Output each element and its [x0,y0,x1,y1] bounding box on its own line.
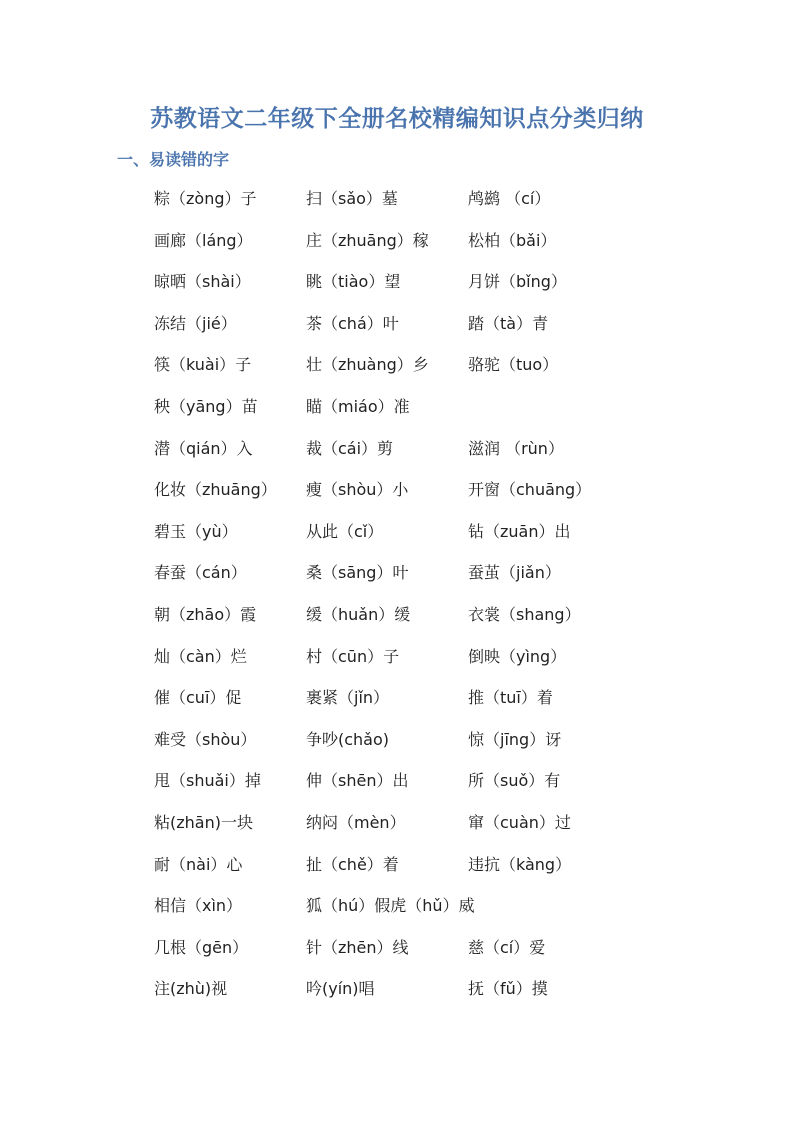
word-entry: 碧玉（yù） [154,521,238,541]
table-row [0,885,794,927]
table-row [0,719,794,761]
table-row [0,844,794,886]
table-row [0,968,794,1010]
word-entry: 蚕茧（jiǎn） [468,563,561,583]
word-entry: 月饼（bǐng） [468,272,567,292]
word-entry: 惊（jīng）讶 [468,729,562,749]
word-entry: 甩（shuǎi）掉 [154,771,261,791]
word-entry: 骆驼（tuo） [468,355,559,375]
word-entry: 化妆（zhuāng） [154,480,277,500]
word-entry: 倒映（yìng） [468,646,567,666]
table-row [0,760,794,802]
character-table [0,178,794,1010]
document-title: 苏教语文二年级下全册名校精编知识点分类归纳 [150,106,644,132]
word-entry: 钻（zuān）出 [468,521,571,541]
word-entry: 耐（nài）心 [154,854,243,874]
word-entry: 眺（tiào）望 [306,272,401,292]
word-entry: 庄（zhuāng）稼 [306,230,429,250]
word-entry: 茶（chá）叶 [306,313,399,333]
word-entry: 筷（kuài）子 [154,355,252,375]
word-entry: 注(zhù)视 [154,979,228,999]
word-entry: 衣裳（shang） [468,604,581,624]
word-entry: 伸（shēn）出 [306,771,409,791]
word-entry: 狐（hú）假虎（hǔ）威 [306,896,475,916]
word-entry: 违抗（kàng） [468,854,572,874]
word-entry: 粘(zhān)一块 [154,812,253,832]
table-row [0,178,794,220]
table-row [0,677,794,719]
word-entry: 扯（chě）着 [306,854,399,874]
word-entry: 几根（gēn） [154,937,249,957]
word-entry: 瘦（shòu）小 [306,480,409,500]
word-entry: 慈（cí）爱 [468,937,546,957]
word-entry: 冻结（jié） [154,313,237,333]
table-row [0,303,794,345]
word-entry: 针（zhēn）线 [306,937,409,957]
table-row [0,220,794,262]
word-entry: 画廊（láng） [154,230,253,250]
word-entry: 难受（shòu） [154,729,257,749]
table-row [0,386,794,428]
word-entry: 所（suǒ）有 [468,771,561,791]
table-row [0,802,794,844]
word-entry: 潜（qián）入 [154,438,253,458]
word-entry: 滋润 （rùn） [468,438,564,458]
word-entry: 推（tuī）着 [468,688,553,708]
word-entry: 松柏（bǎi） [468,230,557,250]
section-heading: 一、易读错的字 [117,150,230,169]
word-entry: 踏（tà）青 [468,313,549,333]
word-entry: 纳闷（mèn） [306,812,406,832]
word-entry: 桑（sāng）叶 [306,563,409,583]
table-row [0,927,794,969]
word-entry: 朝（zhāo）霞 [154,604,257,624]
table-row [0,428,794,470]
word-entry: 抚（fǔ）摸 [468,979,548,999]
word-entry: 鸬鹚 （cí） [468,189,551,208]
word-entry: 裁（cái）剪 [306,438,394,458]
table-row [0,594,794,636]
word-entry: 缓（huǎn）缓 [306,604,411,624]
word-entry: 争吵(chǎo) [306,729,390,749]
word-entry: 灿（càn）烂 [154,646,247,666]
word-entry: 吟(yín)唱 [306,979,375,999]
word-entry: 粽（zòng）子 [154,189,257,208]
table-row [0,469,794,511]
word-entry: 催（cuī）促 [154,688,242,708]
word-entry: 从此（cǐ） [306,521,384,541]
word-entry: 扫（sǎo）墓 [306,189,398,208]
table-row [0,511,794,553]
table-row [0,552,794,594]
word-entry: 裹紧（jǐn） [306,688,390,708]
word-entry: 村（cūn）子 [306,646,400,666]
table-row [0,344,794,386]
word-entry: 晾晒（shài） [154,272,251,292]
table-row [0,636,794,678]
word-entry: 开窗（chuāng） [468,480,592,500]
table-row [0,261,794,303]
word-entry: 壮（zhuàng）乡 [306,355,429,375]
word-entry: 春蚕（cán） [154,563,247,583]
word-entry: 相信（xìn） [154,896,243,916]
word-entry: 瞄（miáo）准 [306,396,410,416]
word-entry: 秧（yāng）苗 [154,396,258,416]
word-entry: 窜（cuàn）过 [468,812,571,832]
